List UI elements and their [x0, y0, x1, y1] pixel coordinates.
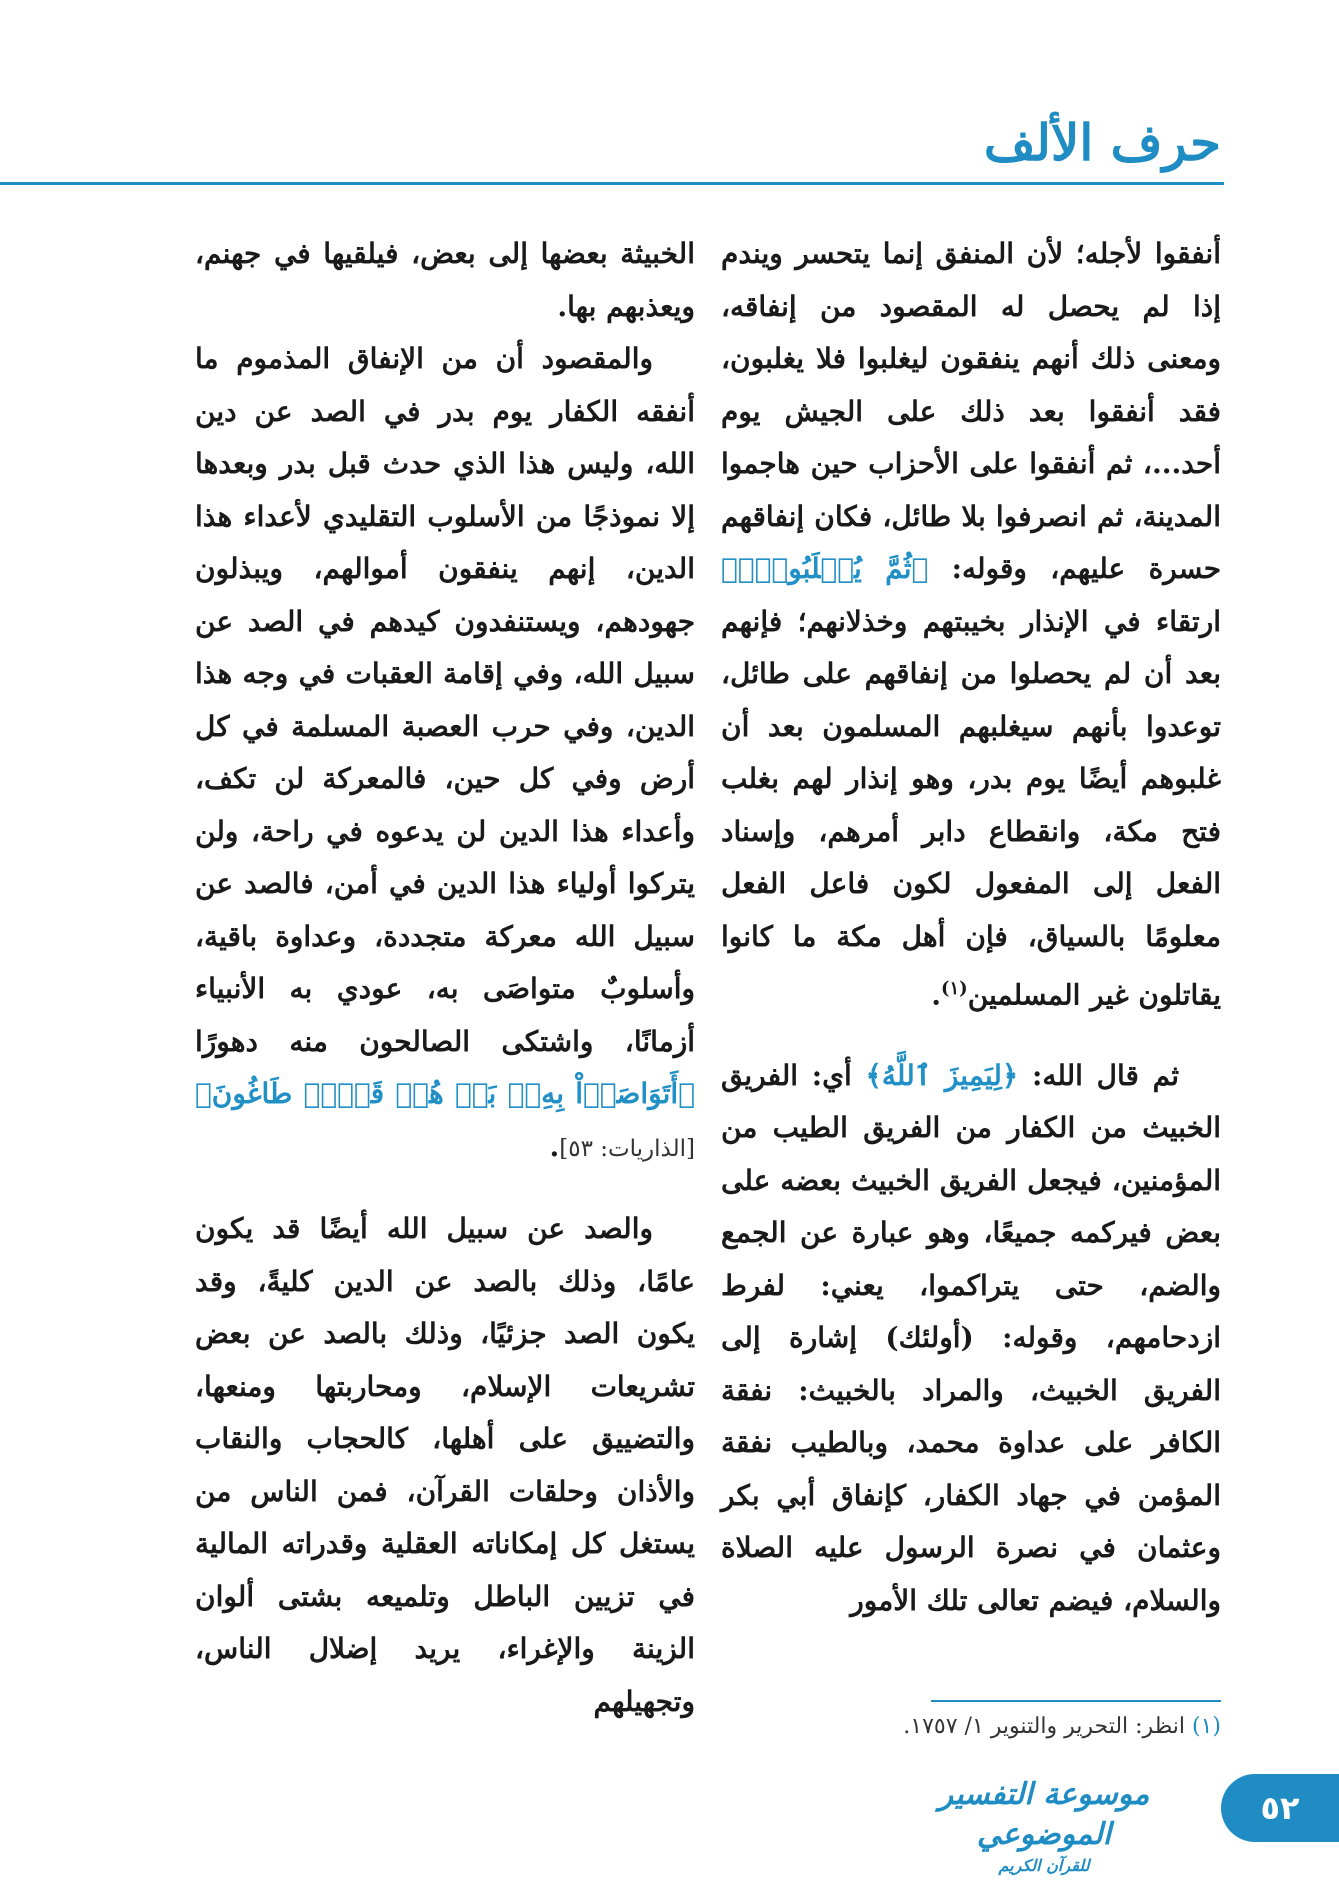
paragraph-text: .	[931, 978, 941, 1012]
footnote-number: (١)	[1191, 1714, 1221, 1739]
paragraph-text: أي: الفريق الخبيث من الكفار من الفريق الطيب من المؤمنين، فيجعل الفريق الخبيث بعضه على بعض فيركمه جميعًا، وهو عبارة عن الجمع والضم، حتى يتراكموا، يعني: لفرط ازدحامهم، وقوله: (أولئك) إشارة إلى الفريق الخبيث، والمراد بالخبيث: نفقة الكافر على عداوة محمد، وبالطيب نفقة المؤمن في جهاد الكفار، كإنفاق أبي بكر وعثمان في نصرة الرسول عليه الصلاة والسلام، فيضم تعالى تلك الأمور	[721, 1058, 1221, 1617]
paragraph-text: أنفقوا لأجله؛ لأن المنفق إنما يتحسر ويندم إذا لم يحصل له المقصود من إنفاقه، ومعنى ذلك أنهم ينفقون ليغلبوا فلا يغلبون، فقد أنفقوا بعد ذلك على الجيش يوم أحد...، ثم أنفقوا على الأحزاب حين هاجموا المدينة، ثم انصرفوا بلا طائل، فكان إنفاقهم حسرة عليهم، وقوله:	[721, 237, 1221, 585]
logo-sub-text: للقرآن الكريم	[998, 1856, 1090, 1875]
encyclopedia-logo	[899, 1775, 1189, 1875]
header-rule	[0, 182, 1224, 185]
footnote-rule	[931, 1700, 1221, 1702]
paragraph-text: ارتقاء في الإنذار بخيبتهم وخذلانهم؛ فإنهم بعد أن لم يحصلوا من إنفاقهم على طائل، توعدوا بأنهم سيغلبهم المسلمون بعد أن غلبوهم أيضًا يوم بدر، وهو إنذار لهم بغلب فتح مكة، وانقطاع دابر أمرهم، وإسناد الفعل إلى المفعول لكون فاعل الفعل معلومًا بالسياق، فإن أهل مكة ما كانوا يقاتلون غير المسلمين	[721, 604, 1221, 1012]
paragraph	[195, 333, 695, 1175]
quran-verse: ﴿لِيَمِيزَ ٱللَّهُ﴾	[865, 1058, 1019, 1092]
page-number: ٥٢	[1260, 1789, 1300, 1827]
logo-main-text: موسوعة التفسير الموضوعي	[938, 1777, 1150, 1852]
paragraph: والصد عن سبيل الله أيضًا قد يكون عامًا، وذلك بالصد عن الدين كليةً، وقد يكون الصد جزئيًا، وذلك بالصد عن بعض تشريعات الإسلام، ومحاربتها ومنعها، والتضييق على أهلها، كالحجاب والنقاب والأذان وحلقات القرآن، فمن الناس من يستغل كل إمكاناته العقلية وقدراته المالية في تزيين الباطل وتلميعه بشتى ألوان الزينة والإغراء، يريد إضلال الناس، وتجهيلهم	[195, 1212, 695, 1718]
paragraph-text: والمقصود أن من الإنفاق المذموم ما أنفقه الكفار يوم بدر في الصد عن دين الله، وليس هذا الذي حدث قبل بدر وبعدها إلا نموذجًا من الأسلوب التقليدي لأعداء هذا الدين، إنهم ينفقون أموالهم، ويبذلون جهودهم، ويستنفدون كيدهم في الصد عن سبيل الله، وفي إقامة العقبات في وجه هذا الدين، وفي حرب العصبة المسلمة في كل أرض وفي كل حين، فالمعركة لن تكف، وأعداء هذا الدين لن يدعوه في راحة، ولن يتركوا أولياء هذا الدين في أمن، فالصد عن سبيل الله معركة متجددة، وعداوة باقية، وأسلوبٌ متواصَى به، عودي به الأنبياء أزمانًا، واشتكى الصالحون منه دهورًا	[195, 342, 695, 1058]
paragraph: الخبيثة بعضها إلى بعض، فيلقيها في جهنم، ويعذبهم بها.	[195, 237, 695, 323]
quran-verse: ﴿أَتَوَاصَوۡاْ بِهِۦۚ بَلۡ هُمۡ قَوۡمٞ طَاغُونَ﴾	[195, 1077, 695, 1110]
right-column	[721, 228, 1221, 1627]
paragraph	[721, 1050, 1221, 1628]
paragraph-text: .	[549, 1129, 560, 1163]
left-column	[195, 228, 695, 1728]
header-title: حرف الألف	[983, 113, 1221, 172]
footnote-text: انظر: التحرير والتنوير ١/ ١٧٥٧.	[903, 1714, 1192, 1739]
paragraph-text: ثم قال الله:	[1018, 1058, 1179, 1092]
footnote	[721, 1710, 1221, 1744]
verse-reference: [الذاريات: ٥٣]	[559, 1135, 695, 1162]
footnote-marker[interactable]: (١)	[940, 978, 968, 999]
paragraph	[721, 228, 1221, 1022]
quran-verse: ﴿ثُمَّ يُغۡلَبُونَۚ﴾	[721, 552, 929, 585]
